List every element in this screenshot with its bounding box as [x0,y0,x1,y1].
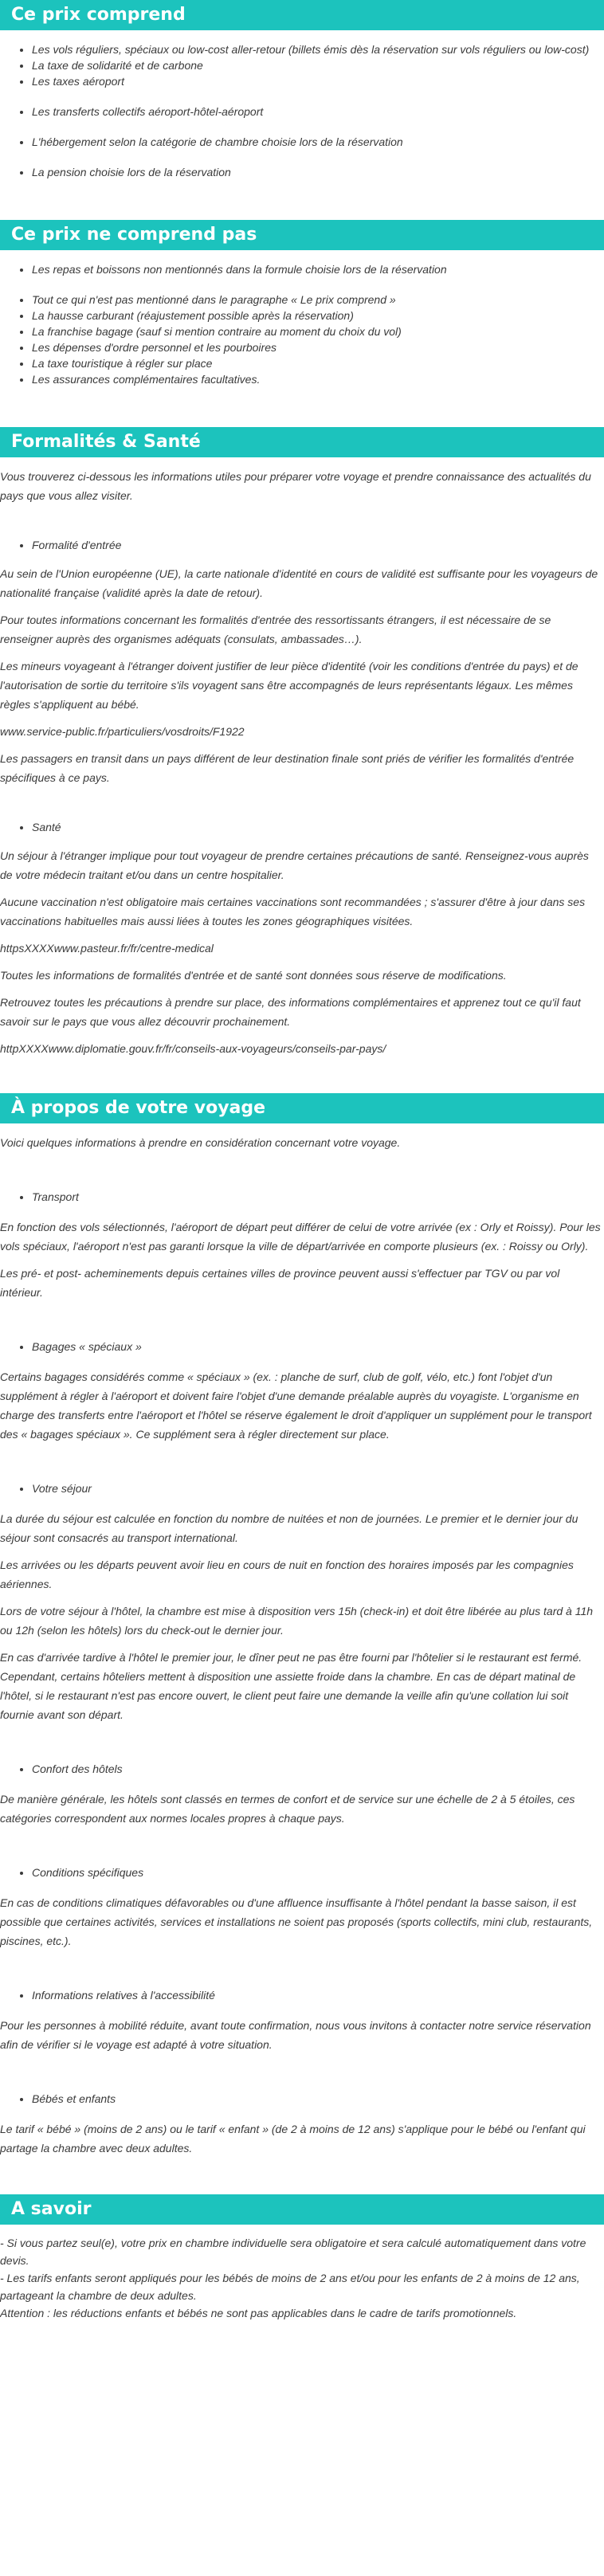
transport-heading [0,1189,604,1205]
section-title-formalities: Formalités & Santé [0,427,604,457]
comfort-paragraph: De manière générale, les hôtels sont classés en termes de confort et de service sur une échelle de 2 à 5 étoiles, ces catégories correspondent aux normes locales propres à chaque pays. [0,1793,575,1825]
about-intro: Voici quelques informations à prendre en considération concernant votre voyage. [0,1136,401,1149]
health-paragraph: Un séjour à l'étranger implique pour tout voyageur de prendre certaines précautions de santé. Renseignez-vous auprès de votre médecin traitant et/ou dans un centre hospitalier. [0,849,589,881]
access-heading [0,1987,604,2003]
list-item: • Les taxes aéroport [32,73,604,89]
list-item: • La taxe touristique à régler sur place [32,355,604,371]
section-title-excluded: Ce prix ne comprend pas [0,220,604,250]
stay-paragraph: Lors de votre séjour à l'hôtel, la chambre est mise à disposition vers 15h (check-in) et doit être libérée au plus tard à 11h ou 12h (selon les hôtels) lors du check-out le dernier jour. [0,1605,594,1637]
excluded-list [0,261,604,387]
list-item: • La franchise bagage (sauf si mention contraire au moment du choix du vol) [32,323,604,339]
list-item: • L'hébergement selon la catégorie de chambre choisie lors de la réservation [32,134,604,150]
section-title-included: Ce prix comprend [0,0,604,30]
conditions-heading [0,1864,604,1880]
list-item: • La taxe de solidarité et de carbone [32,57,604,73]
transport-label: • Transport [32,1189,604,1205]
stay-paragraph: En cas d'arrivée tardive à l'hôtel le premier jour, le dîner peut ne pas être fourni par l'hôtelier si le restaurant est fermé. Cependant, certains hôteliers mettent à disposition une assiette froide dans la chambre. En cas de départ matinal de l'hôtel, si le restaurant n'est pas encore ouvert, le client peut faire une demande la veille afin qu'une collation lui soit fournie avant son départ. [0,1651,582,1721]
health-link: httpXXXXwww.diplomatie.gouv.fr/fr/conseils-aux-voyageurs/conseils-par-pays/ [0,1042,386,1055]
formalities-intro: Vous trouverez ci-dessous les informations utiles pour préparer votre voyage et prendre connaissance des actualités du pays que vous allez visiter. [0,470,591,502]
entry-paragraph: Pour toutes informations concernant les formalités d'entrée des ressortissants étrangers, il est nécessaire de se renseigner auprès des organismes adéquats (consulats, ambassades…). [0,614,551,645]
know-line: Attention : les réductions enfants et bébés ne sont pas applicables dans le cadre de tarifs promotionnels. [0,2307,517,2319]
health-link: httpsXXXXwww.pasteur.fr/fr/centre-medical [0,942,214,955]
list-item: • Les assurances complémentaires facultatives. [32,371,604,387]
know-line: - Les tarifs enfants seront appliqués pour les bébés de moins de 2 ans et/ou pour les enfants de 2 à moins de 12 ans, partageant la chambre de deux adultes. [0,2272,580,2302]
list-item: • Les transferts collectifs aéroport-hôtel-aéroport [32,104,604,120]
list-item: • La pension choisie lors de la réservation [32,164,604,180]
list-item: • Les repas et boissons non mentionnés dans la formule choisie lors de la réservation [32,261,604,277]
babies-heading [0,2091,604,2107]
transport-paragraph: En fonction des vols sélectionnés, l'aéroport de départ peut différer de celui de votre arrivée (ex : Orly et Roissy). Pour les vols spéciaux, l'aéroport n'est pas garanti lorsque la ville de départ/arrivée en comporte plusieurs (ex. : Roissy ou Orly). [0,1221,601,1253]
list-item: • Tout ce qui n'est pas mentionné dans le paragraphe « Le prix comprend » [32,292,604,308]
comfort-heading [0,1761,604,1777]
entry-link: www.service-public.fr/particuliers/vosdroits/F1922 [0,725,245,738]
list-item: • La hausse carburant (réajustement possible après la réservation) [32,308,604,323]
health-paragraph: Retrouvez toutes les précautions à prendre sur place, des informations complémentaires et apprenez tout ce qu'il faut savoir sur le pays que vous allez découvrir prochainement. [0,996,581,1028]
entry-label: • Formalité d'entrée [32,537,604,553]
luggage-label: • Bagages « spéciaux » [32,1339,604,1355]
luggage-paragraph: Certains bagages considérés comme « spéciaux » (ex. : planche de surf, club de golf, vélo, etc.) font l'objet d'un supplément à régler à l'aéroport et doivent faire l'objet d'une demande préalable auprès du voyagiste. L'organisme en charge des transferts entre l'aéroport et l'hôtel se réserve également le droit d'appliquer un supplément pour le transport des « bagages spéciaux ». Ce supplément sera à régler directement sur place. [0,1370,592,1441]
access-paragraph: Pour les personnes à mobilité réduite, avant toute confirmation, nous vous invitons à contacter notre service réservation afin de vérifier si le voyage est adapté à votre situation. [0,2019,591,2051]
entry-paragraph: Au sein de l'Union européenne (UE), la carte nationale d'identité en cours de validité est suffisante pour les voyageurs de nationalité française (validité après la date de retour). [0,567,598,599]
health-heading [0,819,604,835]
entry-heading [0,537,604,553]
comfort-label: • Confort des hôtels [32,1761,604,1777]
luggage-heading [0,1339,604,1355]
stay-paragraph: Les arrivées ou les départs peuvent avoir lieu en cours de nuit en fonction des horaires imposés par les compagnies aériennes. [0,1559,574,1590]
entry-paragraph: Les mineurs voyageant à l'étranger doivent justifier de leur pièce d'identité (voir les conditions d'entrée du pays) et de l'autorisation de sortie du territoire s'ils voyagent sans être accompagnés de leurs représentants légaux. Les mêmes règles s'appliquent au bébé. [0,660,579,711]
conditions-paragraph: En cas de conditions climatiques défavorables ou d'une affluence insuffisante à l'hôtel pendant la basse saison, il est possible que certaines activités, services et installations ne soient pas proposés (sports collectifs, mini club, restaurants, piscines, etc.). [0,1896,593,1947]
stay-heading [0,1480,604,1496]
health-paragraph: Aucune vaccination n'est obligatoire mais certaines vaccinations sont recommandées ; s'assurer d'être à jour dans ses vaccinations habituelles mais aussi liées à toutes les zones géographiques visitées. [0,896,586,927]
health-paragraph: Toutes les informations de formalités d'entrée et de santé sont données sous réserve de modifications. [0,969,507,982]
entry-paragraph: Les passagers en transit dans un pays différent de leur destination finale sont priés de vérifier les formalités d'entrée spécifiques à ce pays. [0,752,575,784]
access-label: • Informations relatives à l'accessibilité [32,1987,604,2003]
list-item: • Les dépenses d'ordre personnel et les pourboires [32,339,604,355]
transport-paragraph: Les pré- et post- acheminements depuis certaines villes de province peuvent aussi s'effectuer par TGV ou par vol intérieur. [0,1267,560,1299]
stay-paragraph: La durée du séjour est calculée en fonction du nombre de nuitées et non de journées. Le premier et le dernier jour du séjour sont consacrés au transport international. [0,1512,579,1544]
babies-label: • Bébés et enfants [32,2091,604,2107]
know-line: - Si vous partez seul(e), votre prix en chambre individuelle sera obligatoire et sera calculé automatiquement dans votre devis. [0,2237,586,2267]
babies-paragraph: Le tarif « bébé » (moins de 2 ans) ou le tarif « enfant » (de 2 à moins de 12 ans) s'applique pour le bébé ou l'enfant qui partage la chambre avec deux adultes. [0,2123,586,2155]
section-title-about: À propos de votre voyage [0,1093,604,1123]
conditions-label: • Conditions spécifiques [32,1864,604,1880]
health-label: • Santé [32,819,604,835]
included-list [0,41,604,180]
list-item: • Les vols réguliers, spéciaux ou low-cost aller-retour (billets émis dès la réservation sur vols réguliers ou low-cost) [32,41,604,57]
stay-label: • Votre séjour [32,1480,604,1496]
section-title-know: A savoir [0,2194,604,2225]
